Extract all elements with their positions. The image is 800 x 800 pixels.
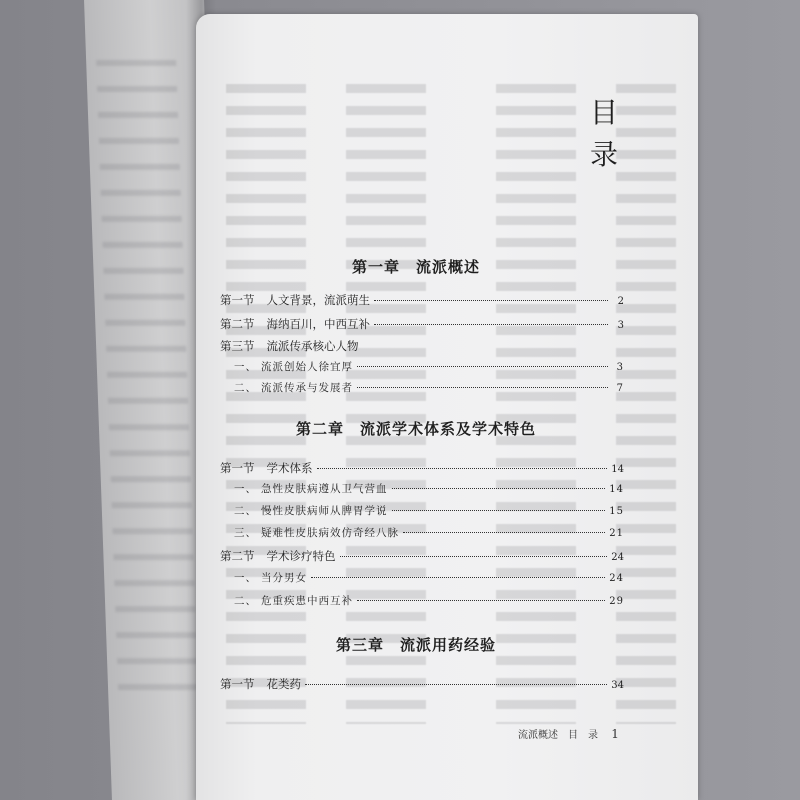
entry-title: 危重疾患中西互补: [261, 595, 353, 607]
entry-title: 疑难性皮肤病效仿奇经八脉: [261, 527, 399, 539]
toc-entry[interactable]: [220, 338, 624, 354]
leader-dots: [392, 510, 606, 511]
entry-title: 学术体系: [266, 461, 313, 475]
leader-dots: [340, 556, 608, 557]
bleed-through-text: [216, 84, 686, 724]
entry-number: 二、: [234, 595, 257, 607]
page-title: 目 录: [589, 96, 618, 171]
entry-title: 人文背景，流派萌生: [266, 293, 370, 307]
entry-page: 14: [609, 484, 624, 495]
entry-number: 二、: [234, 382, 257, 394]
toc-subentry[interactable]: [234, 570, 624, 585]
toc-subentry[interactable]: [234, 525, 624, 540]
page-number: 1: [611, 727, 619, 741]
entry-title: 流派传承与发展者: [261, 382, 353, 394]
leader-dots: [374, 300, 608, 301]
leader-dots: [357, 600, 605, 601]
entry-number: 第一节: [220, 677, 255, 691]
toc-entry[interactable]: [220, 676, 624, 692]
entry-number: 第三节: [220, 339, 255, 353]
toc-subentry[interactable]: [234, 359, 624, 374]
entry-title: 学术诊疗特色: [266, 549, 336, 563]
page-footer: [518, 726, 619, 741]
entry-number: 三、: [234, 527, 257, 539]
entry-page: 24: [611, 552, 624, 563]
leader-dots: [374, 324, 608, 325]
entry-page: 3: [617, 320, 624, 331]
leader-dots: [357, 366, 608, 367]
entry-number: 一、: [234, 361, 257, 373]
entry-title: 慢性皮肤病师从脾胃学说: [261, 505, 388, 517]
entry-number: 第一节: [220, 461, 255, 475]
entry-title: 海纳百川，中西互补: [266, 317, 370, 331]
entry-number: 第一节: [220, 293, 255, 307]
entry-page: 3: [616, 362, 624, 373]
leader-dots: [317, 468, 608, 469]
entry-page: 21: [609, 528, 624, 539]
entry-page: 15: [609, 506, 624, 517]
left-page-blurred-text: [96, 60, 198, 700]
toc-entry[interactable]: [220, 548, 624, 564]
toc-entry[interactable]: [220, 292, 624, 308]
running-footer: 流派概述 目 录: [518, 730, 598, 741]
entry-page: 7: [616, 383, 624, 394]
leader-dots: [392, 488, 606, 489]
toc-page: [196, 14, 698, 800]
toc-subentry[interactable]: [234, 593, 624, 608]
entry-page: 29: [609, 596, 624, 607]
toc-subentry[interactable]: [234, 503, 624, 518]
toc-subentry[interactable]: [234, 481, 624, 496]
entry-title: 急性皮肤病遵从卫气营血: [261, 483, 388, 495]
leader-dots: [305, 684, 607, 685]
chapter-heading: 第二章 流派学术体系及学术特色: [295, 420, 536, 438]
toc-entry[interactable]: [220, 316, 624, 332]
entry-page: 24: [609, 573, 624, 584]
entry-page: 2: [617, 296, 624, 307]
chapter-heading: 第三章 流派用药经验: [335, 636, 496, 654]
toc-subentry[interactable]: [234, 380, 624, 395]
leader-dots: [357, 387, 608, 388]
entry-page: 34: [611, 680, 624, 691]
toc-entry[interactable]: [220, 460, 624, 476]
entry-number: 一、: [234, 572, 257, 584]
entry-number: 第二节: [220, 549, 255, 563]
leader-dots: [403, 532, 605, 533]
entry-title: 花类药: [266, 677, 301, 691]
entry-number: 第二节: [220, 317, 255, 331]
entry-title: 流派创始人徐宜厚: [261, 361, 353, 373]
entry-page: 14: [611, 464, 624, 475]
leader-dots: [311, 577, 605, 578]
entry-number: 一、: [234, 483, 257, 495]
entry-title: 当分男女: [261, 572, 307, 584]
entry-title: 流派传承核心人物: [266, 339, 359, 353]
chapter-heading: 第一章 流派概述: [351, 258, 480, 276]
entry-number: 二、: [234, 505, 257, 517]
